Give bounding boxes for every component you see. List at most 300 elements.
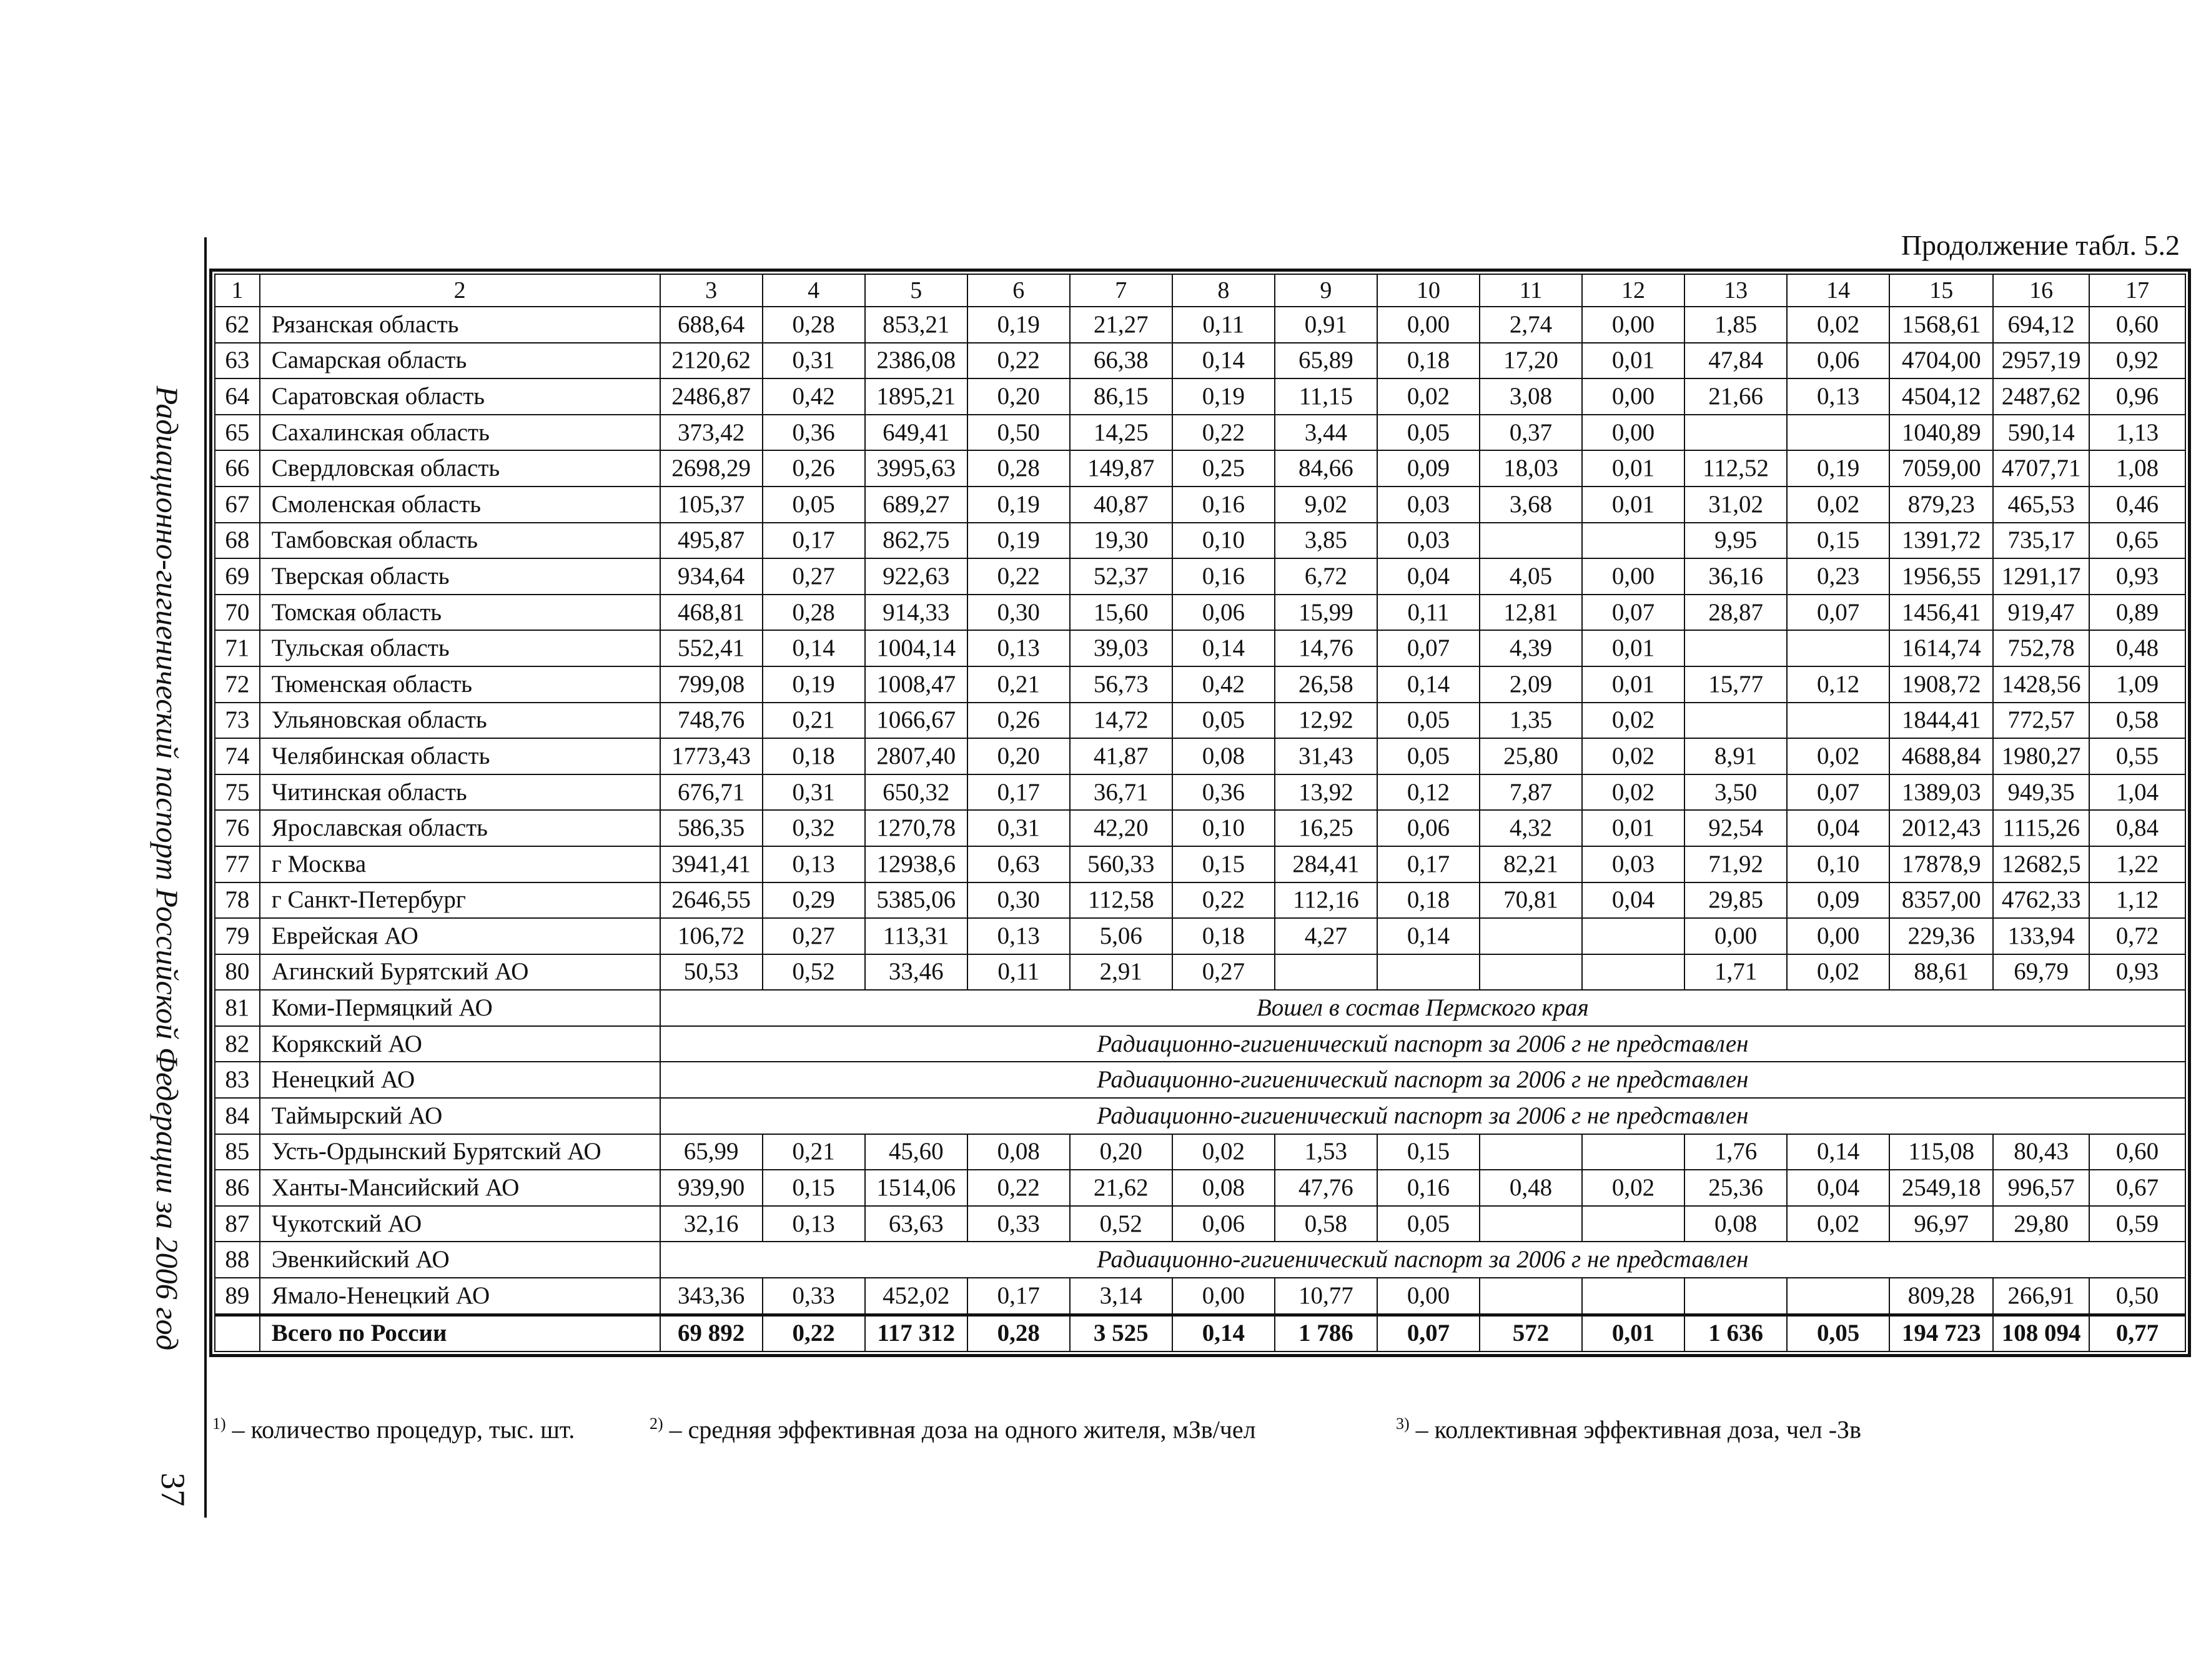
table-row <box>215 738 2185 774</box>
value-cell: 0,93 <box>2089 558 2185 595</box>
value-cell: 0,20 <box>1070 1134 1172 1170</box>
value-cell: 4707,71 <box>1993 450 2089 487</box>
region-name: Ненецкий АО <box>260 1062 660 1098</box>
value-cell: 0,02 <box>1787 954 1889 991</box>
value-cell: 12,92 <box>1275 703 1377 739</box>
value-cell: 106,72 <box>660 918 763 954</box>
value-cell: 0,19 <box>967 523 1070 559</box>
region-name: г Санкт-Петербург <box>260 882 660 919</box>
value-cell: 1908,72 <box>1889 666 1993 703</box>
value-cell: 133,94 <box>1993 918 2089 954</box>
value-cell <box>1684 1278 1787 1315</box>
value-cell: 36,16 <box>1684 558 1787 595</box>
value-cell: 45,60 <box>865 1134 967 1170</box>
value-cell: 1956,55 <box>1889 558 1993 595</box>
value-cell: 3,08 <box>1480 378 1582 415</box>
value-cell: 9,02 <box>1275 487 1377 523</box>
value-cell: 9,95 <box>1684 523 1787 559</box>
value-cell: 47,84 <box>1684 343 1787 379</box>
region-name: Еврейская АО <box>260 918 660 954</box>
value-cell: 0,67 <box>2089 1170 2185 1206</box>
value-cell: 0,14 <box>763 630 865 666</box>
total-value: 69 892 <box>660 1315 763 1351</box>
value-cell: 29,85 <box>1684 882 1787 919</box>
value-cell: 1291,17 <box>1993 558 2089 595</box>
value-cell: 21,62 <box>1070 1170 1172 1206</box>
region-name: Тюменская область <box>260 666 660 703</box>
value-cell: 0,00 <box>1172 1278 1275 1315</box>
value-cell: 0,52 <box>1070 1206 1172 1242</box>
value-cell: 1066,67 <box>865 703 967 739</box>
value-cell: 468,81 <box>660 595 763 631</box>
value-cell: 1,22 <box>2089 846 2185 882</box>
value-cell: 0,28 <box>763 595 865 631</box>
value-cell: 13,92 <box>1275 774 1377 811</box>
value-cell: 879,23 <box>1889 487 1993 523</box>
region-name: Агинский Бурятский АО <box>260 954 660 991</box>
value-cell: 0,37 <box>1480 415 1582 451</box>
column-number: 16 <box>1993 274 2089 307</box>
value-cell: 688,64 <box>660 307 763 343</box>
row-number: 87 <box>215 1206 260 1242</box>
value-cell: 0,31 <box>967 810 1070 846</box>
value-cell: 1844,41 <box>1889 703 1993 739</box>
value-cell: 0,05 <box>1377 738 1480 774</box>
value-cell: 115,08 <box>1889 1134 1993 1170</box>
row-note: Радиационно-гигиенический паспорт за 2006 г не представлен <box>660 1062 2185 1098</box>
region-name: Чукотский АО <box>260 1206 660 1242</box>
value-cell: 0,04 <box>1787 1170 1889 1206</box>
value-cell <box>1684 630 1787 666</box>
value-cell: 0,42 <box>763 378 865 415</box>
row-note: Радиационно-гигиенический паспорт за 2006 г не представлен <box>660 1242 2185 1278</box>
value-cell: 0,20 <box>967 738 1070 774</box>
table-row <box>215 307 2185 343</box>
value-cell: 0,28 <box>763 307 865 343</box>
value-cell: 0,02 <box>1787 487 1889 523</box>
value-cell: 0,02 <box>1582 738 1684 774</box>
value-cell: 0,07 <box>1787 595 1889 631</box>
value-cell: 17878,9 <box>1889 846 1993 882</box>
value-cell: 1,53 <box>1275 1134 1377 1170</box>
value-cell: 0,11 <box>967 954 1070 991</box>
value-cell: 284,41 <box>1275 846 1377 882</box>
value-cell: 14,72 <box>1070 703 1172 739</box>
value-cell: 42,20 <box>1070 810 1172 846</box>
value-cell: 105,37 <box>660 487 763 523</box>
value-cell <box>1582 1134 1684 1170</box>
value-cell: 0,18 <box>1377 343 1480 379</box>
value-cell: 0,08 <box>1684 1206 1787 1242</box>
table-row <box>215 918 2185 954</box>
row-number: 82 <box>215 1026 260 1062</box>
value-cell: 0,65 <box>2089 523 2185 559</box>
value-cell: 12,81 <box>1480 595 1582 631</box>
value-cell: 0,14 <box>1172 343 1275 379</box>
value-cell: 0,21 <box>763 703 865 739</box>
value-cell: 0,15 <box>1377 1134 1480 1170</box>
value-cell: 0,05 <box>763 487 865 523</box>
region-name: Самарская область <box>260 343 660 379</box>
value-cell: 0,05 <box>1377 703 1480 739</box>
table-row <box>215 415 2185 451</box>
value-cell: 934,64 <box>660 558 763 595</box>
value-cell: 752,78 <box>1993 630 2089 666</box>
region-name: Смоленская область <box>260 487 660 523</box>
value-cell: 0,22 <box>1172 415 1275 451</box>
value-cell: 0,07 <box>1377 630 1480 666</box>
value-cell: 0,20 <box>967 378 1070 415</box>
table-row <box>215 378 2185 415</box>
row-number: 74 <box>215 738 260 774</box>
value-cell: 919,47 <box>1993 595 2089 631</box>
radiation-table <box>214 274 2186 1352</box>
value-cell: 0,00 <box>1787 918 1889 954</box>
value-cell: 63,63 <box>865 1206 967 1242</box>
value-cell: 0,25 <box>1172 450 1275 487</box>
value-cell: 0,02 <box>1582 774 1684 811</box>
column-number: 8 <box>1172 274 1275 307</box>
column-number: 4 <box>763 274 865 307</box>
value-cell: 0,48 <box>1480 1170 1582 1206</box>
value-cell: 0,36 <box>1172 774 1275 811</box>
value-cell: 229,36 <box>1889 918 1993 954</box>
value-cell: 16,25 <box>1275 810 1377 846</box>
value-cell: 0,06 <box>1172 1206 1275 1242</box>
value-cell: 0,60 <box>2089 1134 2185 1170</box>
value-cell: 5385,06 <box>865 882 967 919</box>
value-cell: 4,39 <box>1480 630 1582 666</box>
table-row <box>215 810 2185 846</box>
value-cell: 1980,27 <box>1993 738 2089 774</box>
value-cell: 4504,12 <box>1889 378 1993 415</box>
value-cell <box>1480 1278 1582 1315</box>
value-cell: 6,72 <box>1275 558 1377 595</box>
value-cell: 0,04 <box>1377 558 1480 595</box>
value-cell: 18,03 <box>1480 450 1582 487</box>
region-name: Сахалинская область <box>260 415 660 451</box>
row-number: 84 <box>215 1098 260 1134</box>
row-number: 86 <box>215 1170 260 1206</box>
value-cell: 0,63 <box>967 846 1070 882</box>
value-cell: 17,20 <box>1480 343 1582 379</box>
value-cell: 0,11 <box>1172 307 1275 343</box>
value-cell: 0,84 <box>2089 810 2185 846</box>
table-row <box>215 666 2185 703</box>
footnote-2-text: – средняя эффективная доза на одного жителя, мЗв/чел <box>663 1415 1256 1444</box>
value-cell: 0,02 <box>1787 1206 1889 1242</box>
value-cell: 0,05 <box>1172 703 1275 739</box>
value-cell: 29,80 <box>1993 1206 2089 1242</box>
value-cell: 1004,14 <box>865 630 967 666</box>
value-cell: 0,08 <box>1172 1170 1275 1206</box>
total-label: Всего по России <box>260 1315 660 1351</box>
value-cell: 0,21 <box>967 666 1070 703</box>
value-cell <box>1480 1134 1582 1170</box>
value-cell: 47,76 <box>1275 1170 1377 1206</box>
value-cell <box>1377 954 1480 991</box>
value-cell: 0,15 <box>763 1170 865 1206</box>
value-cell: 1,13 <box>2089 415 2185 451</box>
value-cell <box>1787 703 1889 739</box>
value-cell: 0,00 <box>1684 918 1787 954</box>
value-cell: 809,28 <box>1889 1278 1993 1315</box>
value-cell: 0,17 <box>967 1278 1070 1315</box>
value-cell: 12938,6 <box>865 846 967 882</box>
value-cell <box>1480 1206 1582 1242</box>
value-cell: 32,16 <box>660 1206 763 1242</box>
value-cell: 3,68 <box>1480 487 1582 523</box>
value-cell <box>1480 523 1582 559</box>
region-name: Усть-Ордынский Бурятский АО <box>260 1134 660 1170</box>
value-cell: 0,22 <box>967 1170 1070 1206</box>
value-cell: 853,21 <box>865 307 967 343</box>
value-cell: 40,87 <box>1070 487 1172 523</box>
table-row <box>215 558 2185 595</box>
value-cell: 694,12 <box>1993 307 2089 343</box>
value-cell: 0,18 <box>1172 918 1275 954</box>
row-number: 79 <box>215 918 260 954</box>
value-cell: 5,06 <box>1070 918 1172 954</box>
value-cell: 149,87 <box>1070 450 1172 487</box>
table-row <box>215 846 2185 882</box>
value-cell: 4688,84 <box>1889 738 1993 774</box>
value-cell: 0,50 <box>2089 1278 2185 1315</box>
value-cell: 1,12 <box>2089 882 2185 919</box>
value-cell: 0,13 <box>763 1206 865 1242</box>
row-number: 72 <box>215 666 260 703</box>
value-cell: 86,15 <box>1070 378 1172 415</box>
region-name: г Москва <box>260 846 660 882</box>
value-cell: 650,32 <box>865 774 967 811</box>
value-cell: 0,59 <box>2089 1206 2185 1242</box>
value-cell: 0,48 <box>2089 630 2185 666</box>
value-cell: 0,27 <box>763 918 865 954</box>
value-cell: 0,55 <box>2089 738 2185 774</box>
row-number: 81 <box>215 990 260 1026</box>
row-number: 67 <box>215 487 260 523</box>
value-cell: 0,15 <box>1787 523 1889 559</box>
column-number-row <box>215 274 2185 307</box>
footnote-1 <box>212 1408 575 1445</box>
column-number: 5 <box>865 274 967 307</box>
total-value: 3 525 <box>1070 1315 1172 1351</box>
region-name: Тверская область <box>260 558 660 595</box>
column-number: 12 <box>1582 274 1684 307</box>
value-cell: 4,05 <box>1480 558 1582 595</box>
value-cell: 0,28 <box>967 450 1070 487</box>
value-cell: 0,27 <box>763 558 865 595</box>
value-cell: 0,16 <box>1172 558 1275 595</box>
value-cell: 1389,03 <box>1889 774 1993 811</box>
value-cell: 1,08 <box>2089 450 2185 487</box>
value-cell: 748,76 <box>660 703 763 739</box>
value-cell <box>1582 523 1684 559</box>
value-cell: 0,22 <box>967 558 1070 595</box>
total-value: 572 <box>1480 1315 1582 1351</box>
value-cell: 0,42 <box>1172 666 1275 703</box>
value-cell: 0,33 <box>763 1278 865 1315</box>
value-cell: 0,16 <box>1377 1170 1480 1206</box>
row-number: 77 <box>215 846 260 882</box>
value-cell: 0,02 <box>1582 703 1684 739</box>
value-cell: 0,18 <box>1377 882 1480 919</box>
value-cell: 0,04 <box>1582 882 1684 919</box>
value-cell: 560,33 <box>1070 846 1172 882</box>
value-cell: 0,52 <box>763 954 865 991</box>
value-cell <box>1582 1278 1684 1315</box>
total-value: 194 723 <box>1889 1315 1993 1351</box>
value-cell: 25,36 <box>1684 1170 1787 1206</box>
total-value: 0,28 <box>967 1315 1070 1351</box>
region-name: Челябинская область <box>260 738 660 774</box>
value-cell: 88,61 <box>1889 954 1993 991</box>
value-cell: 82,21 <box>1480 846 1582 882</box>
value-cell: 465,53 <box>1993 487 2089 523</box>
value-cell: 0,01 <box>1582 810 1684 846</box>
value-cell: 0,17 <box>1377 846 1480 882</box>
value-cell: 676,71 <box>660 774 763 811</box>
value-cell: 0,26 <box>967 703 1070 739</box>
value-cell: 14,25 <box>1070 415 1172 451</box>
value-cell: 3,44 <box>1275 415 1377 451</box>
value-cell: 0,17 <box>763 523 865 559</box>
value-cell <box>1275 954 1377 991</box>
column-number: 6 <box>967 274 1070 307</box>
value-cell: 7059,00 <box>1889 450 1993 487</box>
value-cell: 0,31 <box>763 774 865 811</box>
table-row <box>215 1134 2185 1170</box>
value-cell <box>1787 630 1889 666</box>
row-number: 62 <box>215 307 260 343</box>
total-value: 0,07 <box>1377 1315 1480 1351</box>
row-note: Радиационно-гигиенический паспорт за 2006 г не представлен <box>660 1098 2185 1134</box>
value-cell: 1008,47 <box>865 666 967 703</box>
value-cell: 112,58 <box>1070 882 1172 919</box>
value-cell: 52,37 <box>1070 558 1172 595</box>
value-cell: 31,02 <box>1684 487 1787 523</box>
row-number: 89 <box>215 1278 260 1315</box>
value-cell: 0,19 <box>967 487 1070 523</box>
table-row <box>215 774 2185 811</box>
value-cell <box>1787 415 1889 451</box>
value-cell: 10,77 <box>1275 1278 1377 1315</box>
value-cell: 31,43 <box>1275 738 1377 774</box>
margin-rule <box>204 237 207 1518</box>
region-name: Коми-Пермяцкий АО <box>260 990 660 1026</box>
region-name: Таймырский АО <box>260 1098 660 1134</box>
column-number: 10 <box>1377 274 1480 307</box>
value-cell: 0,10 <box>1787 846 1889 882</box>
value-cell: 70,81 <box>1480 882 1582 919</box>
value-cell: 36,71 <box>1070 774 1172 811</box>
region-name: Саратовская область <box>260 378 660 415</box>
value-cell: 84,66 <box>1275 450 1377 487</box>
value-cell: 0,01 <box>1582 450 1684 487</box>
value-cell: 2,74 <box>1480 307 1582 343</box>
value-cell: 0,02 <box>1787 738 1889 774</box>
value-cell: 0,00 <box>1582 378 1684 415</box>
value-cell: 0,58 <box>1275 1206 1377 1242</box>
value-cell: 0,13 <box>1787 378 1889 415</box>
value-cell: 3,85 <box>1275 523 1377 559</box>
value-cell: 2807,40 <box>865 738 967 774</box>
value-cell: 56,73 <box>1070 666 1172 703</box>
value-cell: 1568,61 <box>1889 307 1993 343</box>
row-number: 64 <box>215 378 260 415</box>
value-cell: 2,09 <box>1480 666 1582 703</box>
table-row <box>215 703 2185 739</box>
value-cell: 0,58 <box>2089 703 2185 739</box>
value-cell <box>1582 1206 1684 1242</box>
value-cell: 71,92 <box>1684 846 1787 882</box>
row-number: 70 <box>215 595 260 631</box>
value-cell: 4,27 <box>1275 918 1377 954</box>
value-cell: 1391,72 <box>1889 523 1993 559</box>
value-cell: 0,05 <box>1377 1206 1480 1242</box>
column-number: 9 <box>1275 274 1377 307</box>
value-cell: 0,21 <box>763 1134 865 1170</box>
column-number: 13 <box>1684 274 1787 307</box>
value-cell: 21,66 <box>1684 378 1787 415</box>
value-cell: 0,14 <box>1172 630 1275 666</box>
value-cell: 0,06 <box>1787 343 1889 379</box>
value-cell: 0,08 <box>967 1134 1070 1170</box>
value-cell: 0,72 <box>2089 918 2185 954</box>
region-name: Свердловская область <box>260 450 660 487</box>
row-number: 78 <box>215 882 260 919</box>
value-cell: 0,22 <box>1172 882 1275 919</box>
value-cell: 65,89 <box>1275 343 1377 379</box>
value-cell: 0,22 <box>967 343 1070 379</box>
value-cell: 2698,29 <box>660 450 763 487</box>
total-value: 117 312 <box>865 1315 967 1351</box>
value-cell: 4704,00 <box>1889 343 1993 379</box>
table-row <box>215 450 2185 487</box>
row-number: 69 <box>215 558 260 595</box>
value-cell: 0,18 <box>763 738 865 774</box>
value-cell: 1040,89 <box>1889 415 1993 451</box>
total-row <box>215 1315 2185 1351</box>
value-cell: 0,19 <box>967 307 1070 343</box>
footnote-2 <box>650 1408 1256 1445</box>
value-cell: 4,32 <box>1480 810 1582 846</box>
region-name: Томская область <box>260 595 660 631</box>
value-cell: 996,57 <box>1993 1170 2089 1206</box>
total-value: 108 094 <box>1993 1315 2089 1351</box>
value-cell: 2957,19 <box>1993 343 2089 379</box>
value-cell: 0,00 <box>1582 415 1684 451</box>
table-caption: Продолжение табл. 5.2 <box>1901 229 2180 261</box>
value-cell: 96,97 <box>1889 1206 1993 1242</box>
footnote-3-text: – коллективная эффективная доза, чел -Зв <box>1409 1415 1861 1444</box>
value-cell: 2549,18 <box>1889 1170 1993 1206</box>
value-cell: 0,14 <box>1377 918 1480 954</box>
row-number: 80 <box>215 954 260 991</box>
value-cell: 0,14 <box>1377 666 1480 703</box>
value-cell <box>1480 918 1582 954</box>
value-cell: 0,12 <box>1377 774 1480 811</box>
value-cell: 0,01 <box>1582 487 1684 523</box>
value-cell: 914,33 <box>865 595 967 631</box>
value-cell <box>1582 954 1684 991</box>
value-cell: 1115,26 <box>1993 810 2089 846</box>
value-cell: 66,38 <box>1070 343 1172 379</box>
value-cell: 0,03 <box>1377 487 1480 523</box>
value-cell: 0,23 <box>1787 558 1889 595</box>
value-cell <box>1684 415 1787 451</box>
value-cell: 80,43 <box>1993 1134 2089 1170</box>
